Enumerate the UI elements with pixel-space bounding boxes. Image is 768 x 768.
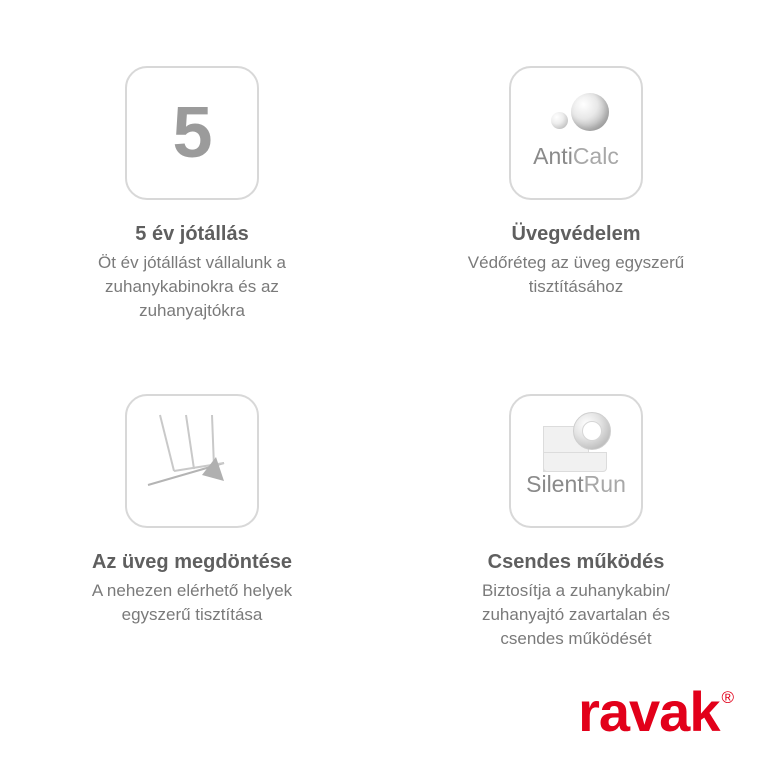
glass-tilt-illustration [128, 397, 256, 525]
silentrun-label-part1: Silent [526, 471, 584, 498]
brand-name: ravak [578, 680, 720, 743]
water-drop-large-icon [571, 93, 609, 131]
anticalc-illustration [511, 68, 641, 198]
anticalc-label-part2: Calc [572, 143, 619, 169]
feature-description: Öt év jótállást vállalunk a zuhanykabinokra és az zuhanyajtókra [97, 253, 287, 320]
warranty-years-number: 5 [172, 93, 212, 173]
feature-title: 5 év jótállás [135, 223, 249, 245]
water-drop-small-icon [551, 112, 568, 129]
silentrun-icon [509, 394, 643, 528]
feature-description: A nehezen elérhető helyek egyszerű tisztítása [91, 581, 293, 625]
feature-glass-tilt [0, 322, 384, 650]
feature-warranty [0, 0, 384, 322]
warranty-five-years-icon [125, 66, 259, 200]
brand-logo [578, 680, 734, 743]
feature-description: Biztosítja a zuhanykabin/ zuhanyajtó zavartalan és csendes működését [481, 581, 671, 648]
anticalc-label-part1: Anti [533, 143, 573, 169]
silentrun-label [511, 471, 641, 498]
feature-title: Az üveg megdöntése [91, 551, 293, 574]
registered-trademark-icon: ® [721, 688, 734, 707]
roller-bracket-base-shape [543, 452, 607, 472]
feature-silent-operation [384, 322, 768, 650]
silentrun-illustration [511, 396, 641, 526]
anticalc-icon [509, 66, 643, 200]
glass-tilt-icon [125, 394, 259, 528]
feature-title: Csendes működés [487, 551, 665, 574]
anticalc-label [511, 143, 641, 170]
feature-title: Üvegvédelem [511, 223, 641, 245]
feature-glass-protection [384, 0, 768, 322]
silentrun-label-part2: Run [583, 471, 626, 498]
feature-description: Védőréteg az üveg egyszerű tisztításához [467, 253, 685, 296]
